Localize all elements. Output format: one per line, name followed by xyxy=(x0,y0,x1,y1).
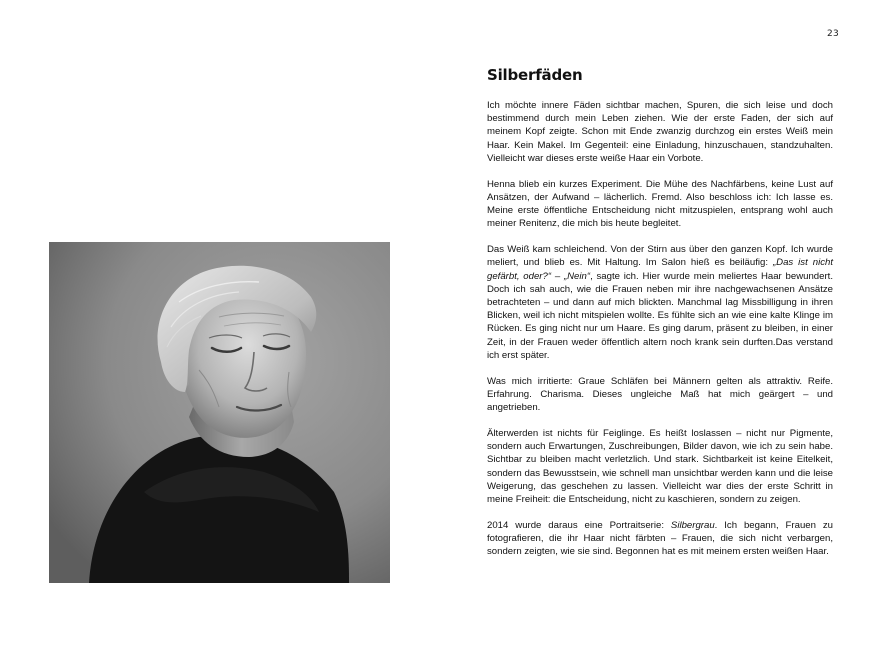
text-run: Älterwerden ist nichts für Feiglinge. Es heißt loslassen – nicht nur Pigmente, sondern auch Erwartungen, Zuschreibungen, Bilder davon, wie ich zu sein habe. Sichtbar zu bleiben macht verletzlich. Und stark. Sichtbarkeit ist keine Eitelkeit, sondern das Bewusstsein, wie schnell man unsichtbar werden kann und die leise Weigerung, das geschehen zu lassen. Vielleicht war dies der erste Schritt in meine Freiheit: die Entscheidung, nicht zu kaschieren, sondern zu zeigen. xyxy=(487,428,833,506)
portrait-illustration xyxy=(49,242,390,583)
page-title: Silberfäden xyxy=(487,66,583,84)
text-run: 2014 wurde daraus eine Portraitserie: xyxy=(487,519,671,531)
paragraph xyxy=(487,99,833,165)
text-column xyxy=(487,66,833,571)
text-run: , sagte ich. Hier wurde mein meliertes Haar bewundert. Doch ich sah auch, wie die Frauen neben mir ihre nachgewachsenen Ansätze betrachteten – und dann auf mich blickten. Manchmal lag Missbilligung in ihren Blicken, weil ich nicht mitspielen wollte. Es fühlte sich an wie eine kalte Klinge im Rücken. Es ging nicht nur um Haare. Es ging darum, präsent zu bleiben, in einer Zeit, in der Frauen weder öffentlich altern noch krank sein durften.Das verstand ich erst später. xyxy=(487,270,833,361)
text-run: – xyxy=(551,270,564,282)
text-run: Ich möchte innere Fäden sichtbar machen, Spuren, die sich leise und doch bestimmend durch mein Leben ziehen. Wie der erste Faden, der sich auf meinem Kopf zeigte. Schon mit Ende zwanzig durchzog ein erstes Weiß mein Haar. Kein Makel. Im Gegenteil: eine Einladung, hinzuschauen, standzuhalten. Vielleicht war dieses erste weiße Haar ein Vorbote. xyxy=(487,100,833,164)
paragraph xyxy=(487,178,833,231)
italic-text: „Das ist nicht gefärbt, oder?“ xyxy=(487,257,833,282)
text-run: Das Weiß kam schleichend. Von der Stirn aus über den ganzen Kopf. Ich wurde meliert, und blieb es. Mit Haltung. Im Salon hieß es beiläufig: xyxy=(487,244,833,269)
text-run: Henna blieb ein kurzes Experiment. Die Mühe des Nachfärbens, keine Lust auf Ansätzen, der Aufwand – lächerlich. Fremd. Also beschloss ich: Ich lasse es. Meine erste öffentliche Entscheidung nicht mitzuspielen, entsprang wohl auch meiner Renitenz, die mich bis heute begleitet. xyxy=(487,178,833,230)
text-run: . Ich begann, Frauen zu fotografieren, die ihr Haar nicht färbten – Frauen, die sich nicht verbargen, sondern zeigten, wie sie sind. Begonnen hat es mit meinem ersten weißen Haar. xyxy=(487,519,833,558)
page-number: 23 xyxy=(826,29,839,39)
paragraph xyxy=(487,519,833,559)
paragraph xyxy=(487,427,833,506)
body-text xyxy=(487,99,833,559)
italic-text: Silbergrau xyxy=(670,519,715,531)
italic-text: „Nein“ xyxy=(563,270,591,282)
paragraph xyxy=(487,243,833,362)
text-run: Was mich irritierte: Graue Schläfen bei Männern gelten als attraktiv. Reife. Erfahrung. Charisma. Dieses ungleiche Maß hat mich geärgert – und angetrieben. xyxy=(487,375,833,414)
portrait-photo xyxy=(49,242,390,583)
paragraph xyxy=(487,375,833,415)
